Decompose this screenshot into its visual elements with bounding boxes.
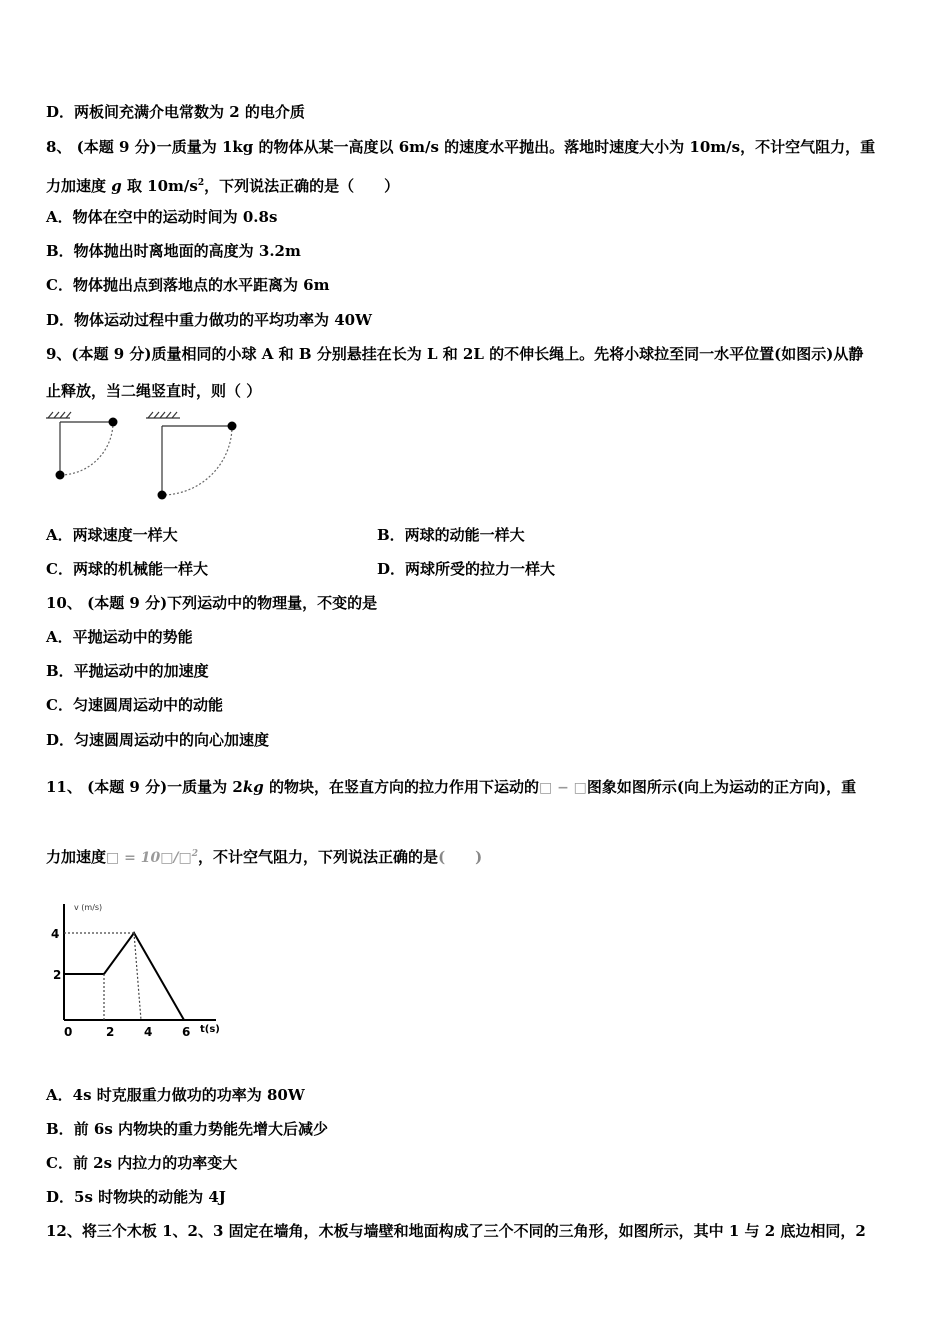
q9-stem-line1: 9、(本题 9 分)质量相同的小球 A 和 B 分别悬挂在长为 L 和 2L 的不伸长绳上。先将小球拉至同一水平位置(如图示)从静 — [46, 345, 864, 363]
q10-option-a: A．平抛运动中的势能 — [46, 628, 193, 646]
q8-option-d: D．物体运动过程中重力做功的平均功率为 40W — [46, 311, 372, 329]
x-tick-2: 2 — [106, 1025, 115, 1039]
q12-stem-line1: 12、将三个木板 1、2、3 固定在墙角，木板与墙壁和地面构成了三个不同的三角形，如图所示，其中 1 与 2 底边相同，2 — [46, 1222, 866, 1240]
q8-option-a: A．物体在空中的运动时间为 0.8s — [46, 208, 278, 226]
q11-option-b: B．前 6s 内物块的重力势能先增大后减少 — [46, 1120, 329, 1138]
q10-option-d: D．匀速圆周运动中的向心加速度 — [46, 731, 270, 749]
x-axis-label: t(s) — [200, 1024, 220, 1035]
q7-option-d: D．两板间充满介电常数为 2 的电介质 — [46, 103, 305, 121]
q8-stem-line1: 8、 (本题 9 分)一质量为 1kg 的物体从某一高度以 6m/s 的速度水平抛出。落地时速度大小为 10m/s，不计空气阻力，重 — [46, 138, 876, 156]
ball-b-end — [158, 491, 167, 500]
dash-t4 — [134, 933, 141, 1020]
ball-a-start — [109, 418, 118, 427]
x-tick-4: 4 — [144, 1025, 153, 1039]
q11-stem-line2: 力加速度□ = 10□/□$^2$，不计空气阻力，下列说法正确的是( ) — [46, 848, 483, 866]
pendulum-figure — [40, 408, 250, 508]
arc-b — [162, 426, 232, 495]
q9-stem-line2: 止释放，当二绳竖直时，则（ ） — [46, 382, 262, 400]
y-tick-4: 4 — [51, 927, 60, 941]
q11-option-c: C．前 2s 内拉力的功率变大 — [46, 1154, 238, 1172]
q9-option-d: D．两球所受的拉力一样大 — [377, 560, 556, 578]
q10-option-b: B．平抛运动中的加速度 — [46, 662, 209, 680]
q11-option-d: D．5s 时物块的动能为 4J — [46, 1188, 226, 1206]
ball-a-end — [56, 471, 65, 480]
q8-option-b: B．物体抛出时离地面的高度为 3.2m — [46, 242, 301, 260]
q9-option-b: B．两球的动能一样大 — [377, 526, 525, 544]
q10-stem: 10、 (本题 9 分)下列运动中的物理量，不变的是 — [46, 594, 378, 612]
q11-option-a: A．4s 时克服重力做功的功率为 80W — [46, 1086, 305, 1104]
q9-option-c: C．两球的机械能一样大 — [46, 560, 208, 578]
y-axis-label: v (m/s) — [74, 903, 103, 912]
q11-stem-line1: 11、 (本题 9 分)一质量为 2kg 的物块，在竖直方向的拉力作用下运动的□ − □图象如图所示(向上为运动的正方向)，重 — [46, 778, 857, 796]
q10-option-c: C．匀速圆周运动中的动能 — [46, 696, 223, 714]
x-tick-6: 6 — [182, 1025, 191, 1039]
ball-b-start — [228, 422, 237, 431]
q9-option-a: A．两球速度一样大 — [46, 526, 178, 544]
vt-graph — [44, 898, 234, 1048]
x-tick-0: 0 — [64, 1025, 73, 1039]
vt-line — [64, 933, 184, 1020]
q8-option-c: C．物体抛出点到落地点的水平距离为 6m — [46, 276, 330, 294]
y-tick-2: 2 — [53, 968, 62, 982]
q8-stem-line2: 力加速度 g 取 $10m/s^2$，下列说法正确的是（ ） — [46, 177, 400, 195]
arc-a — [60, 422, 113, 475]
